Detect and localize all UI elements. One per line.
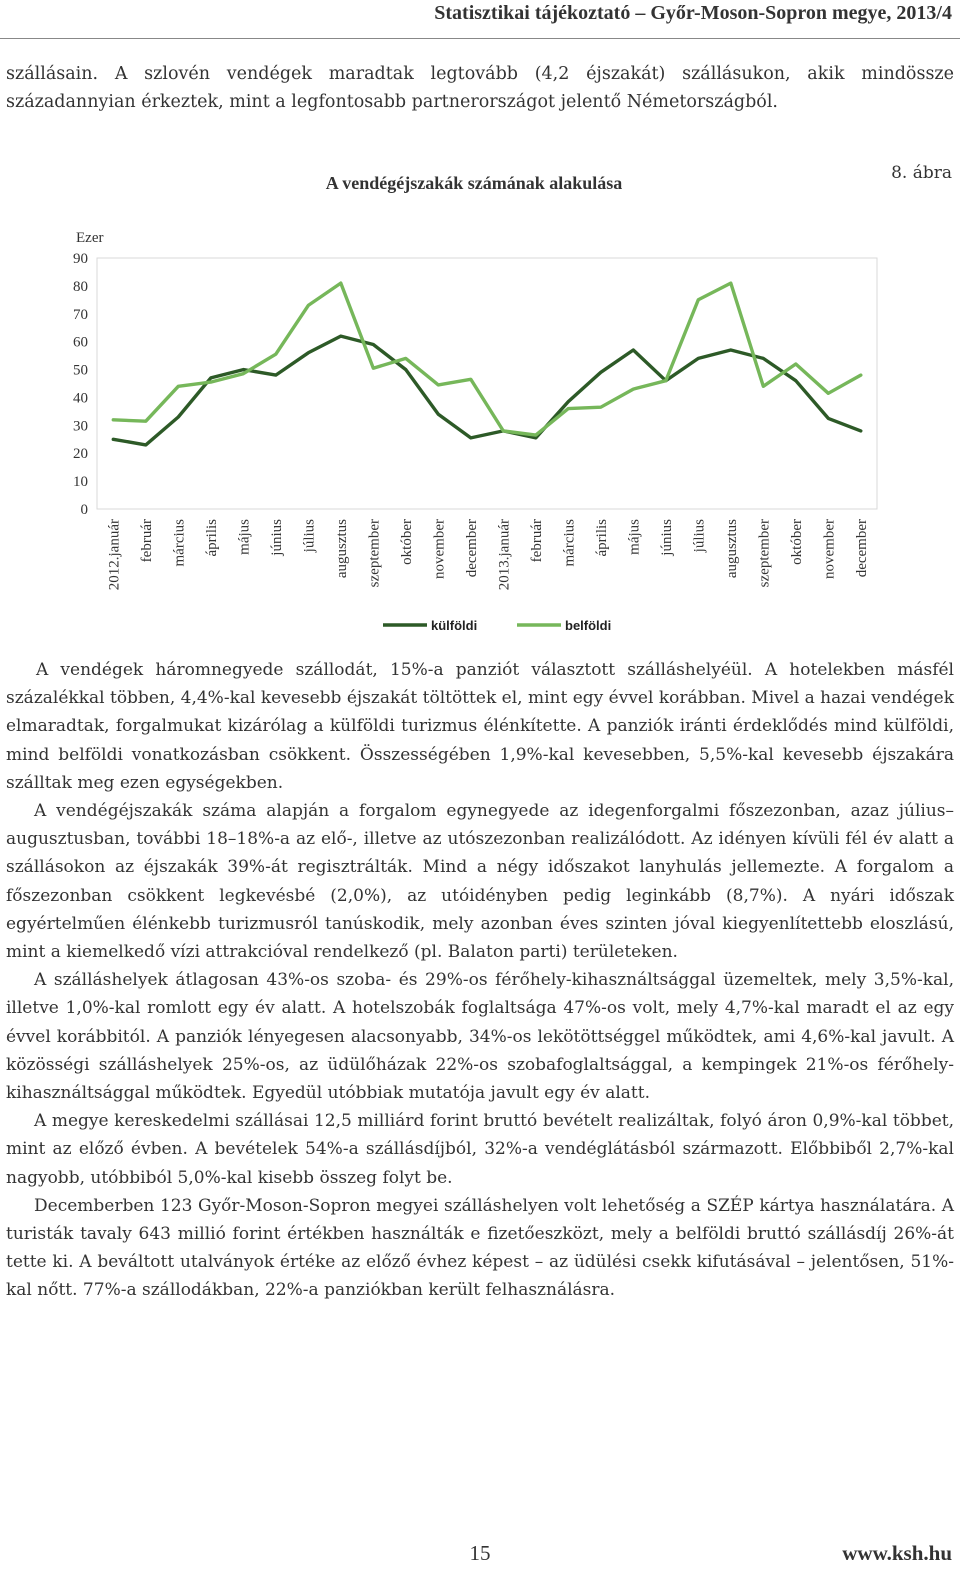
x-tick-label: augusztus [723,519,740,579]
x-tick-label: december [853,519,870,578]
x-tick-label: szeptember [366,519,383,588]
page-number: 15 [469,1541,491,1565]
x-tick-label: 2012.január [106,519,123,591]
y-tick-label: 0 [80,502,88,518]
x-tick-label: március [171,519,188,567]
y-tick-label: 70 [73,306,88,323]
x-tick-label: május [236,519,253,555]
y-axis-label: Ezer [76,230,104,246]
body-paragraph: A megye kereskedelmi szállásai 12,5 milliárd forint bruttó bevételt realizáltak, folyó áron 0,9%-kal többet, mint az előző évben. A bevételek 54%-a szállásdíjból, 32%-a vendéglátásból származott. Előbbiből 2,7%-kal nagyobb, utóbbiból 5,0%-kal kisebb összeg folyt be. [6,1111,954,1188]
header-rule [0,38,960,39]
line-chart [0,215,960,640]
intro-paragraph [6,60,954,116]
body-paragraph: Decemberben 123 Győr-Moson-Sopron megyei szálláshelyen volt lehetőség a SZÉP kártya használatára. A turisták tavaly 643 millió forint értékben használták e fizetőeszközt, mely a belföldi bruttó szállásdíj 26%-át tette ki. A beváltott utalványok értéke az előző évhez képest – az üdülési csekk kifutásával – jelentősen, 51%-kal nőtt. 77%-a szállodákban, 22%-a panziókban került felhasználásra. [6,1195,954,1301]
body-text [6,656,954,1305]
y-tick-label: 90 [73,251,88,267]
y-tick-label: 80 [73,278,88,295]
website-link[interactable]: www.ksh.hu [842,1541,952,1565]
x-tick-label: október [788,519,805,565]
x-tick-label: április [593,519,610,557]
y-tick-label: 30 [73,418,88,435]
x-tick-label: július [301,519,318,553]
series-line-belfoldi [113,283,861,435]
page-header [0,0,960,40]
x-tick-label: november [821,519,838,579]
chart-title: A vendégéjszakák számának alakulása [325,173,623,193]
y-tick-label: 50 [73,362,88,379]
body-paragraph: A vendégek háromnegyede szállodát, 15%-a panziót választott szálláshelyéül. A hotelekben másfél százalékkal többen, 4,4%-kal kevesebb éjszakát töltöttek el, mint egy évvel korábban. Mivel a hazai vendégek elmaradtak, forgalmukat kizárólag a külföldi turizmus élénkítette. A panziók iránti érdeklődés mind külföldi, mind belföldi vonatkozásban csökkent. Összességében 1,9%-kal kevesebben, 5,5%-kal kevesebb éjszakára szálltak meg ezen egységekben. [6,660,954,793]
x-tick-label: augusztus [333,519,350,579]
figure-label: 8. ábra [891,163,952,183]
y-tick-label: 20 [73,446,88,463]
series-line-kulfoldi [113,336,861,445]
legend-label: külföldi [431,618,478,633]
x-tick-label: június [268,519,285,556]
x-tick-label: december [463,519,480,578]
x-tick-label: november [431,519,448,579]
header-title: Statisztikai tájékoztató – Győr-Moson-Sopron megye, 2013/4 [434,2,952,24]
x-tick-label: július [691,519,708,553]
legend-label: belföldi [565,618,612,633]
x-tick-label: 2013.január [496,519,513,591]
x-tick-label: október [398,519,415,565]
y-tick-label: 10 [73,474,88,491]
plot-area [97,258,877,509]
x-tick-label: május [626,519,643,555]
y-tick-label: 60 [73,334,88,351]
x-tick-label: április [203,519,220,557]
body-paragraph: A szálláshelyek átlagosan 43%-os szoba- és 29%-os férőhely-kihasználtsággal üzemeltek, mely 3,5%-kal, illetve 1,0%-kal romlott egy év alatt. A hotelszobák foglaltsága 47%-os volt, mely 4,7%-kal maradt el az egy évvel korábbitól. A panziók lényegesen alacsonyabb, 34%-os lekötöttséggel működtek, ami 4,6%-kal javult. A közösségi szálláshelyek 25%-os, az üdülőházak 22%-os szobafoglaltsággal, a kempingek 21%-os férőhely-kihasználtsággal működtek. Egyedül utóbbiak mutatója javult egy év alatt. [6,970,954,1104]
x-tick-label: február [138,519,155,563]
intro-text: szállásain. A szlovén vendégek maradtak legtovább (4,2 éjszakát) szállásukon, akik mindössze századannyian érkeztek, mint a legfontosabb partnerországot jelentő Németországból. [6,64,954,112]
x-tick-label: június [658,519,675,556]
x-tick-label: szeptember [756,519,773,588]
y-tick-label: 40 [73,390,88,407]
x-tick-label: március [561,519,578,567]
body-paragraph: A vendégéjszakák száma alapján a forgalom egynegyede az idegenforgalmi főszezonban, azaz július–augusztusban, további 18–18%-a az elő-, illetve az utószezonban realizálódott. Az idényen kívüli fél év alatt a szállásokon az éjszakák 39%-át regisztrálták. Mind a négy időszakot lanyhulás jellemezte. A forgalom a főszezonban csökkent legkevésbé (2,0%), az utóidényben pedig leginkább (8,7%). A nyári időszak egyértelműen élénkebb turizmusról tanúskodik, mely azonban éves szinten jóval kiegyenlítettebb eloszlású, mint a kiemelkedő vízi attrakcióval rendelkező (pl. Balaton parti) területeken. [6,801,954,963]
x-tick-label: február [528,519,545,563]
